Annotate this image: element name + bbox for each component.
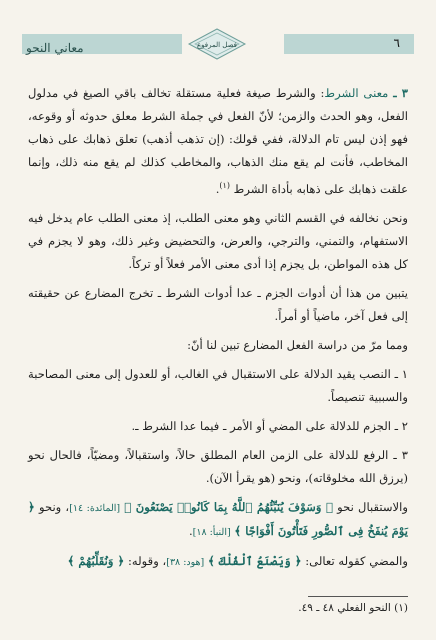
list-item-nasb: ١ ـ النصب يقيد الدلالة على الاستقبال في الغالب، أو للعدول إلى معنى المصاحبة والسببية تنصيصاً.	[28, 366, 408, 404]
paragraph-past-examples	[28, 550, 408, 574]
page-body	[28, 82, 408, 580]
book-title: معاني النحو	[26, 41, 84, 55]
quran-verse: ﴿ وَيَصْنَعُ ٱلْفُلْكَ ﴾	[207, 553, 302, 568]
paragraph-tools: يتبين من هذا أن أدوات الجزم ـ عدا أدوات الشرط ـ تخرج المضارع عن حقيقته إلى فعل آخر، ماضياً أو أمراً.	[28, 285, 408, 323]
quran-verse: ﴿ وَسَوْفَ يُنَبِّئُهُمُ ٱللَّهُ بِمَا كَانُوا۟ يَصْنَعُونَ ﴾	[124, 499, 333, 514]
paragraph-text: ، ونحو	[38, 499, 70, 514]
paragraph-text: والاستقبال نحو	[337, 499, 408, 514]
page-header	[22, 28, 414, 60]
section-heading: معنى الشرط	[324, 86, 389, 100]
footnote-marker: (١)	[394, 602, 408, 614]
list-item-raf: ٣ ـ الرفع للدلالة على الزمن العام المطلق حالاً، واستقبالاً، ومضيّاً، فالحال نحو (يرزق الله مخلوقاته)، ونحو (هو يقرأ الآن).	[28, 447, 408, 485]
quran-verse: ﴿ يَوْمَ يُنفَخُ فِى ٱلصُّورِ فَتَأْتُونَ أَفْوَاجًا ﴾	[28, 499, 408, 538]
footnote-divider	[308, 596, 408, 597]
paragraph-text: والمضي كقوله تعالى:	[305, 553, 408, 568]
paragraph-meaning-of-condition: ٣ ـ معنى الشرط: والشرط صيغة فعلية مستقلة تخالف باقي الصيغ في مدلول الفعل، وهو الحدث والزمن؛ لأنّ الفعل في جملة الشرط معلق حدوثه أو وقوعه، فهو إذن ليس تام الدلالة، ففي قولك: (إن تذهب أذهب) تعلق ذهابك على ذهاب المخاطب، فأنت لم يقع منك الذهاب، والمخاطب كذلك لم يقع منه ذلك، وإنما علقت ذهابك على ذهابه بأداة الشرط $^{(١)}$.	[28, 86, 408, 196]
verse-reference: [النبأ: ١٨]	[192, 526, 231, 538]
quran-verse: ﴿ وَنُقَلِّبُهُمْ ﴾	[67, 553, 125, 568]
paragraph-summary-intro: ومما مرّ من دراسة الفعل المضارع تبين لنا أنّ:	[187, 337, 408, 352]
paragraph-text: : والشرط صيغة فعلية مستقلة تخالف باقي الصيغ في مدلول الفعل، وهو الحدث والزمن؛ لأنّ الفعل في جملة الشرط معلق حدوثه أو وقوعه، فهو إذن ليس تام الدلالة، ففي قولك: (إن تذهب أذهب) تعلق ذهابك على ذهاب المخاطب، فأنت لم يقع منك الذهاب، والمخاطب كذلك لم يقع منه ذلك، وإنما علقت ذهابك على ذهابه بأداة الشرط	[28, 86, 408, 196]
header-medallion-icon	[187, 28, 247, 60]
paragraph-text: ، وقوله:	[128, 553, 167, 568]
verse-reference: [المائدة: ١٤]	[69, 502, 121, 514]
header-band-left	[22, 34, 182, 54]
footnote-ref[interactable]: (١)	[219, 181, 230, 190]
medallion-text: فصل المرفوع	[196, 41, 238, 49]
footnote-text: النحو الفعلي ٤٨ ـ ٤٩.	[298, 602, 391, 614]
verse-reference: [هود: ٣٨]	[166, 556, 205, 568]
paragraph-future-examples: والاستقبال نحو ﴿ وَسَوْفَ يُنَبِّئُهُمُ ٱللَّهُ بِمَا كَانُوا۟ يَصْنَعُونَ ﴾ [المائدة: ١٤]، ونحو ﴿ يَوْمَ يُنفَخُ فِى ٱلصُّورِ فَتَأْتُونَ أَفْوَاجًا ﴾ [النبأ: ١٨].	[28, 499, 408, 538]
footnote	[28, 602, 408, 614]
page-number: ٦	[393, 36, 400, 50]
paragraph-request: ونحن نخالفه في القسم الثاني وهو معنى الطلب، إذ معنى الطلب عام يدخل فيه الاستفهام، والتمني، والترجي، والعرض، والتحضيض وغير ذلك، وهو لا يجزم في كل هذه المواطن، بل يجزم إذا أدى معنى الأمر فعلاً أو تركاً.	[28, 210, 408, 271]
list-item-jazm: ٢ ـ الجزم للدلالة على المضي أو الأمر ـ فيما عدا الشرط ـ.	[131, 418, 408, 433]
item-number: ٣ ـ	[393, 86, 408, 100]
